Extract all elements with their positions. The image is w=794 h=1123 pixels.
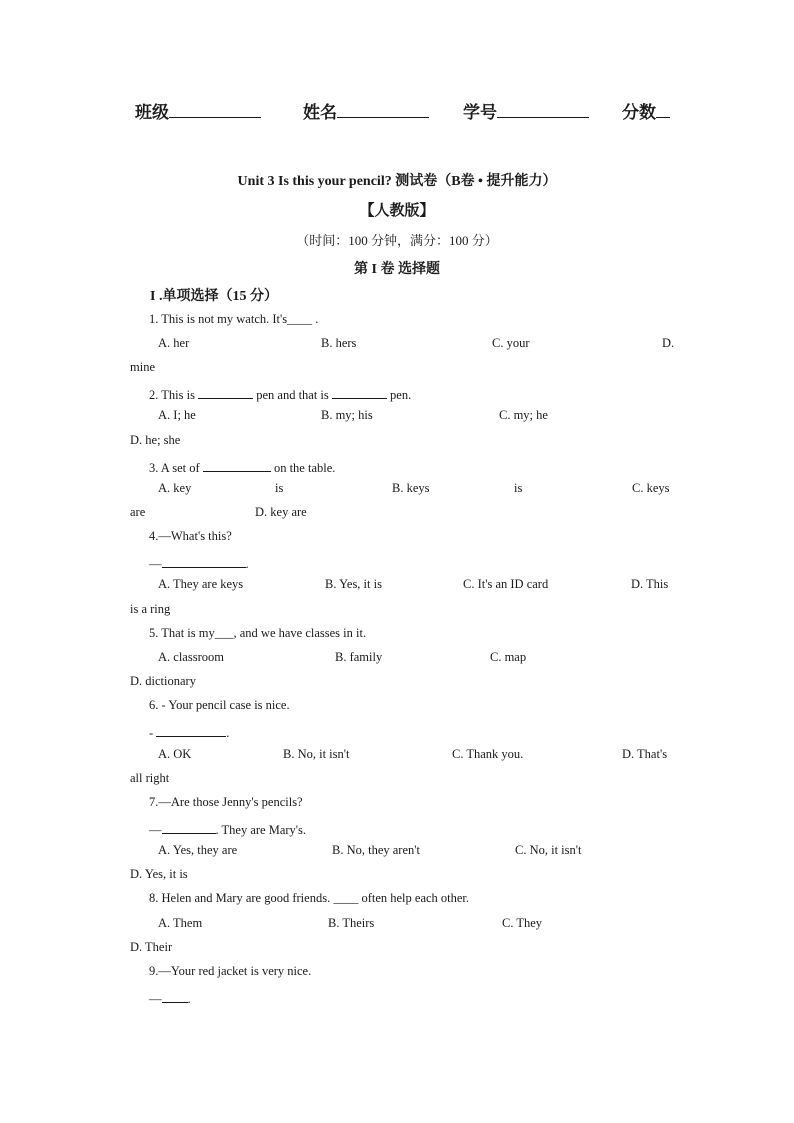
option-d[interactable]: D. Their bbox=[130, 940, 173, 954]
student-id-field bbox=[463, 98, 589, 123]
volume-title: 第 I 卷 选择题 bbox=[354, 262, 440, 277]
option-c-wrap: are bbox=[130, 505, 146, 519]
question-stem: 9.—Your red jacket is very nice. bbox=[149, 964, 312, 978]
answer-blank[interactable] bbox=[198, 384, 253, 399]
answer-blank[interactable] bbox=[162, 819, 216, 834]
option-d[interactable]: D. Yes, it is bbox=[130, 867, 188, 881]
option-a[interactable]: A. key bbox=[158, 481, 192, 495]
name-blank[interactable] bbox=[337, 103, 429, 118]
option-a-cont: is bbox=[275, 481, 284, 495]
option-d-wrap: all right bbox=[130, 771, 170, 785]
option-a[interactable]: A. I; he bbox=[158, 408, 196, 422]
class-field bbox=[135, 98, 261, 123]
answer-line: - . bbox=[149, 722, 229, 741]
question-stem: 2. This is pen and that is pen. bbox=[149, 384, 411, 403]
option-d[interactable]: D. This bbox=[631, 577, 669, 591]
answer-line: — . bbox=[149, 988, 191, 1007]
option-c[interactable]: C. Thank you. bbox=[452, 747, 524, 761]
question-stem: 1. This is not my watch. It's____ . bbox=[149, 312, 319, 326]
question-stem: 4.—What's this? bbox=[149, 529, 232, 543]
option-c[interactable]: C. No, it isn't bbox=[515, 843, 582, 857]
option-d[interactable]: D. That's bbox=[622, 747, 668, 761]
answer-blank[interactable] bbox=[203, 457, 271, 472]
option-b[interactable]: B. Yes, it is bbox=[325, 577, 382, 591]
answer-blank[interactable] bbox=[162, 988, 188, 1003]
option-d-wrap: mine bbox=[130, 360, 155, 374]
time-info: （时间：100 分钟，满分：100 分） bbox=[296, 233, 498, 248]
question-stem: 3. A set of on the table. bbox=[149, 457, 335, 476]
edition-label: 【人教版】 bbox=[359, 203, 435, 219]
name-field bbox=[303, 98, 429, 123]
option-a[interactable]: A. Yes, they are bbox=[158, 843, 238, 857]
name-label: 姓名 bbox=[303, 103, 337, 122]
option-b[interactable]: B. No, it isn't bbox=[283, 747, 350, 761]
option-b[interactable]: B. No, they aren't bbox=[332, 843, 420, 857]
test-title: Unit 3 Is this your pencil? 测试卷（B卷 • 提升能力） bbox=[237, 174, 557, 189]
option-d[interactable]: D. dictionary bbox=[130, 674, 196, 688]
score-field bbox=[622, 98, 670, 123]
student-id-label: 学号 bbox=[463, 103, 497, 122]
answer-blank[interactable] bbox=[332, 384, 387, 399]
option-d[interactable]: D. bbox=[662, 336, 675, 350]
class-label: 班级 bbox=[135, 103, 169, 122]
option-b[interactable]: B. my; his bbox=[321, 408, 373, 422]
option-b[interactable]: B. hers bbox=[321, 336, 357, 350]
option-b-cont: is bbox=[514, 481, 523, 495]
option-b[interactable]: B. keys bbox=[392, 481, 430, 495]
option-a[interactable]: A. They are keys bbox=[158, 577, 244, 591]
option-c[interactable]: C. your bbox=[492, 336, 530, 350]
option-c[interactable]: C. They bbox=[502, 916, 543, 930]
class-blank[interactable] bbox=[169, 103, 261, 118]
question-stem: 6. - Your pencil case is nice. bbox=[149, 698, 290, 712]
option-c[interactable]: C. map bbox=[490, 650, 527, 664]
answer-blank[interactable] bbox=[156, 722, 226, 737]
answer-line: — . They are Mary's. bbox=[149, 819, 306, 838]
option-b[interactable]: B. family bbox=[335, 650, 383, 664]
question-stem: 5. That is my___, and we have classes in it. bbox=[149, 626, 367, 640]
question-stem: 7.—Are those Jenny's pencils? bbox=[149, 795, 303, 809]
option-b[interactable]: B. Theirs bbox=[328, 916, 375, 930]
option-c[interactable]: C. keys bbox=[632, 481, 670, 495]
option-a[interactable]: A. her bbox=[158, 336, 190, 350]
answer-line: — . bbox=[149, 553, 249, 572]
option-d[interactable]: D. he; she bbox=[130, 433, 181, 447]
option-d[interactable]: D. key are bbox=[255, 505, 307, 519]
option-a[interactable]: A. OK bbox=[158, 747, 192, 761]
student-id-blank[interactable] bbox=[497, 103, 589, 118]
score-label: 分数 bbox=[622, 103, 656, 122]
option-a[interactable]: A. classroom bbox=[158, 650, 224, 664]
option-d-wrap: is a ring bbox=[130, 602, 171, 616]
score-blank[interactable] bbox=[656, 103, 670, 118]
option-c[interactable]: C. It's an ID card bbox=[463, 577, 549, 591]
section-title: I .单项选择（15 分） bbox=[150, 289, 278, 304]
option-a[interactable]: A. Them bbox=[158, 916, 203, 930]
option-c[interactable]: C. my; he bbox=[499, 408, 548, 422]
answer-blank[interactable] bbox=[162, 553, 246, 568]
question-stem: 8. Helen and Mary are good friends. ____ often help each other. bbox=[149, 891, 470, 905]
